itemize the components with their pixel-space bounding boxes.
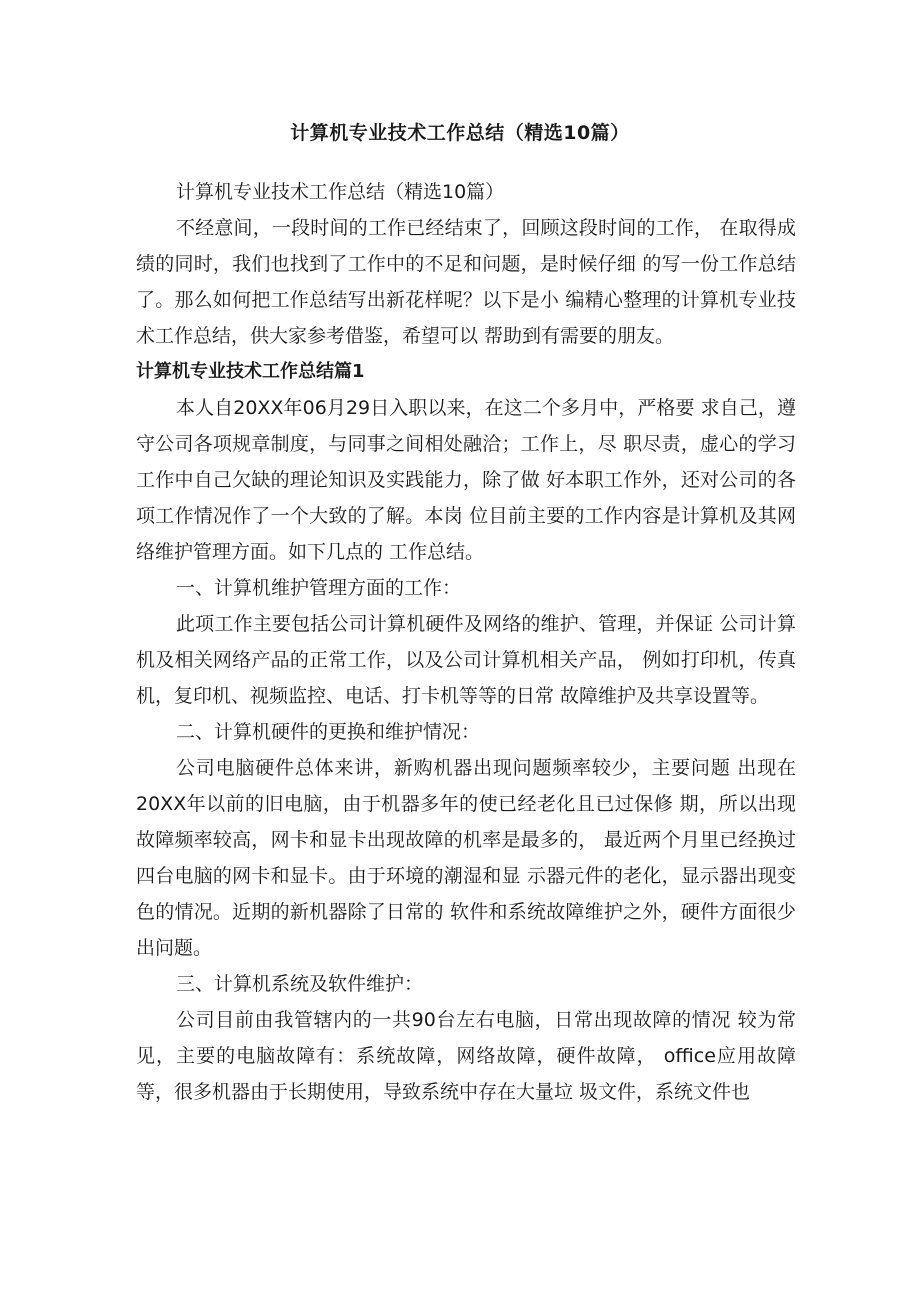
subtitle-paragraph: 计算机专业技术工作总结（精选10篇） [176, 181, 505, 203]
item1-paragraph: 此项工作主要包括公司计算机硬件及网络的维护、管理，并保证 公司计算机及相关网络产品的正常工作，以及公司计算机相关产品， 例如打印机，传真机，复印机、视频监控、电话、打卡机等等的日常 故障维护及共享设置等。 [136, 613, 796, 707]
document-body [136, 174, 796, 1110]
section1-paragraph: 本人自20XX年06月29日入职以来，在这二个多月中，严格要 求自己，遵守公司各项规章制度，与同事之间相处融洽；工作上，尽 职尽责，虚心的学习工作中自己欠缺的理论知识及实践能力，除了做 好本职工作外，还对公司的各项工作情况作了一个大致的了解。本岗 位目前主要的工作内容是计算机及其网络维护管理方面。如下几点的 工作总结。 [136, 397, 796, 563]
intro-paragraph: 不经意间，一段时间的工作已经结束了，回顾这段时间的工作， 在取得成绩的同时，我们也找到了工作中的不足和问题，是时候仔细 的写一份工作总结了。那么如何把工作总结写出新花样呢？以下是小 编精心整理的计算机专业技术工作总结，供大家参考借鉴，希望可以 帮助到有需要的朋友。 [136, 217, 796, 347]
item2-paragraph: 公司电脑硬件总体来讲，新购机器出现问题频率较少，主要问题 出现在20XX年以前的旧电脑，由于机器多年的使已经老化且已过保修 期，所以出现故障频率较高，网卡和显卡出现故障的机率是最多的， 最近两个月里已经换过四台电脑的网卡和显卡。由于环境的潮湿和显 示器元件的老化，显示器出现变色的情况。近期的新机器除了日常的 软件和系统故障维护之外，硬件方面很少出问题。 [136, 757, 796, 959]
item2-heading: 二、计算机硬件的更换和维护情况： [176, 721, 481, 743]
section-heading: 计算机专业技术工作总结篇1 [136, 361, 365, 382]
document-title: 计算机专业技术工作总结（精选10篇） [290, 122, 630, 144]
item3-heading: 三、计算机系统及软件维护： [176, 973, 424, 995]
item1-heading: 一、计算机维护管理方面的工作： [176, 577, 462, 599]
item3-paragraph: 公司目前由我管辖内的一共90台左右电脑，日常出现故障的情况 较为常见，主要的电脑故障有：系统故障，网络故障，硬件故障， office应用故障等，很多机器由于长期使用，导致系统中存在大量垃 圾文件，系统文件也 [136, 1009, 796, 1103]
